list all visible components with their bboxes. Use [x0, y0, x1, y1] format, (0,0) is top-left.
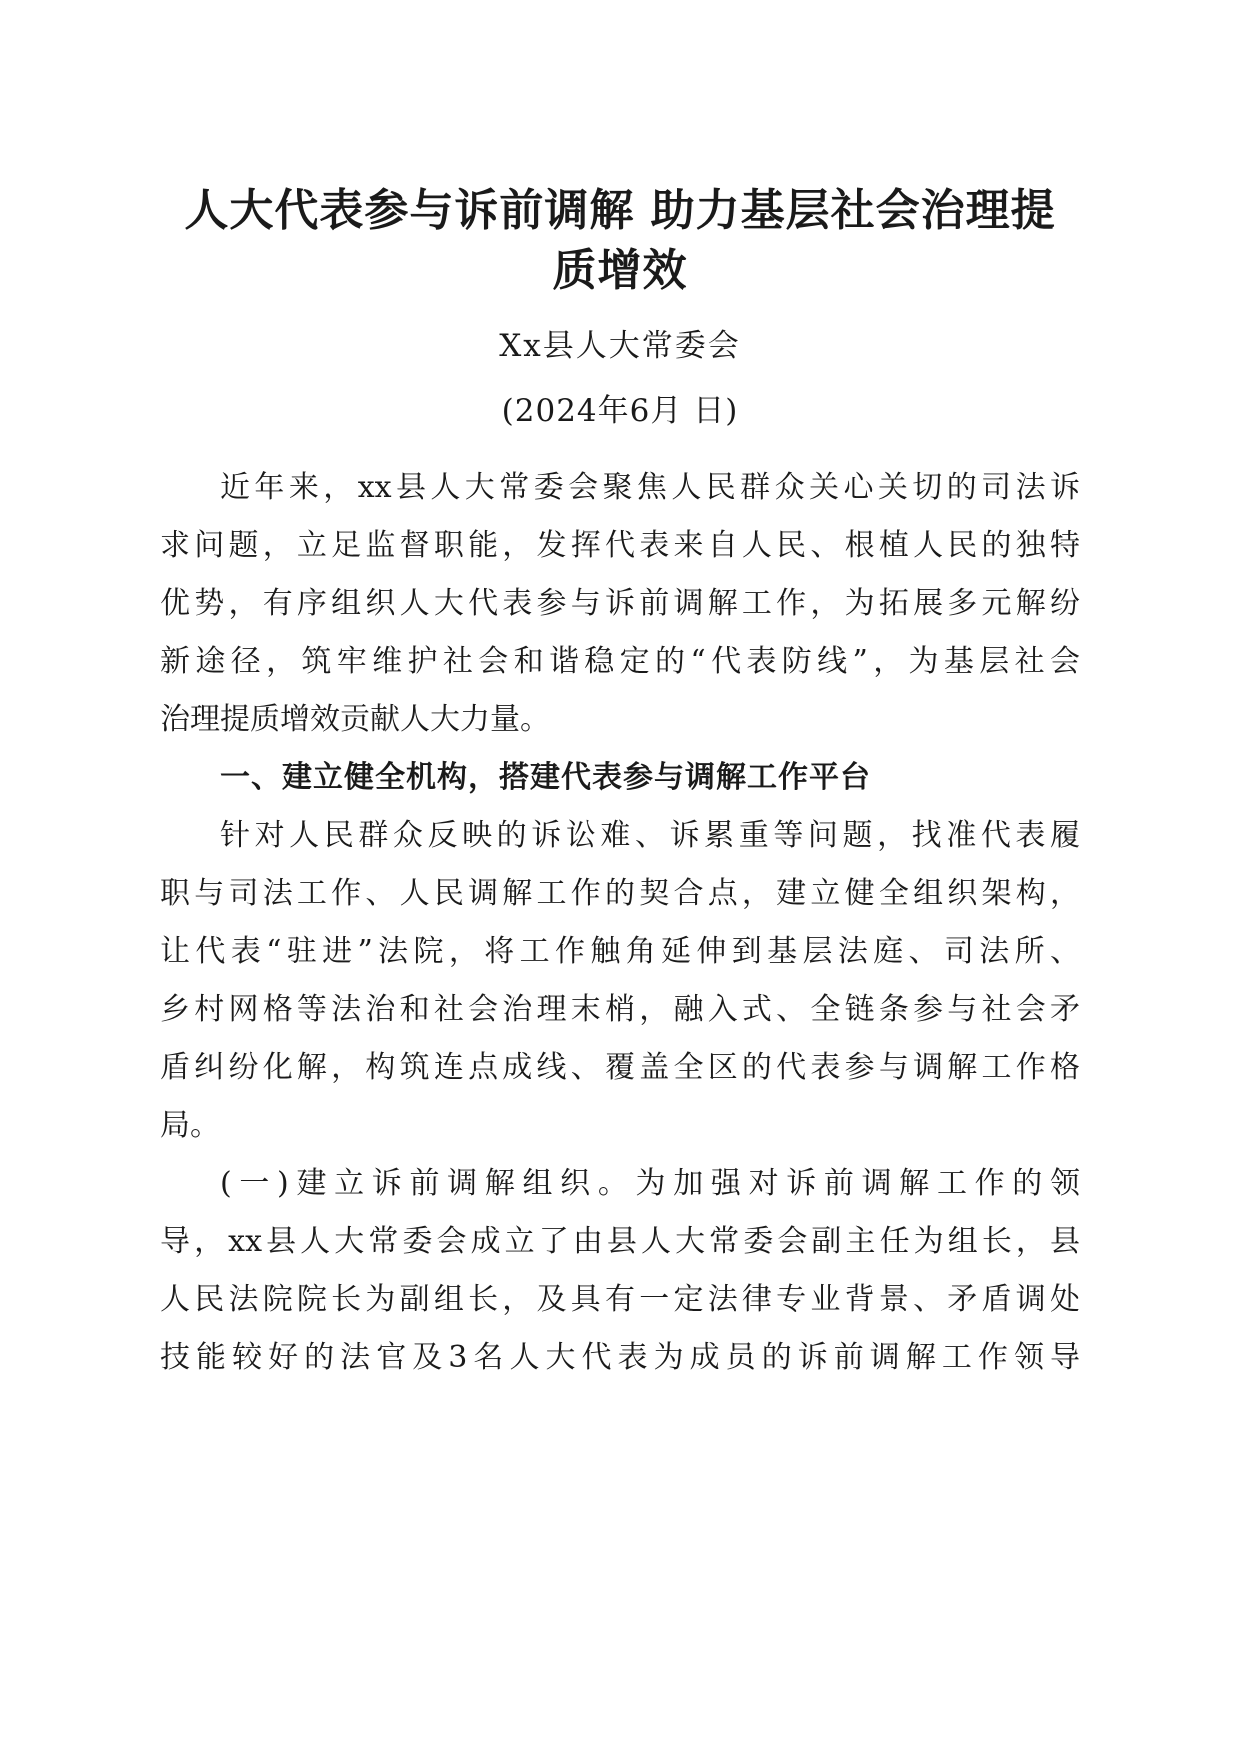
document-title-line-1: 人大代表参与诉前调解 助力基层社会治理提 — [184, 185, 1056, 236]
subsection-paragraph-line: 导，xx县人大常委会成立了由县人大常委会副主任为组长，县 — [160, 1224, 1080, 1259]
section-paragraph-line: 让代表“驻进”法院，将工作触角延伸到基层法庭、司法所、 — [160, 934, 1080, 969]
intro-paragraph-line: 优势，有序组织人大代表参与诉前调解工作，为拓展多元解纷 — [160, 586, 1080, 621]
intro-paragraph-line: 求问题，立足监督职能，发挥代表来自人民、根植人民的独特 — [160, 528, 1080, 563]
document-title-line-2: 质增效 — [552, 245, 688, 296]
section-paragraph-line: 局。 — [160, 1108, 220, 1143]
document-date: (2024年6月 日) — [501, 393, 739, 429]
subsection-paragraph-line: (一)建立诉前调解组织。为加强对诉前调解工作的领 — [220, 1166, 1080, 1201]
subsection-paragraph-line: 人民法院院长为副组长，及具有一定法律专业背景、矛盾调处 — [160, 1282, 1080, 1317]
section-paragraph-line: 盾纠纷化解，构筑连点成线、覆盖全区的代表参与调解工作格 — [160, 1050, 1080, 1085]
section-paragraph-line: 针对人民群众反映的诉讼难、诉累重等问题，找准代表履 — [220, 818, 1080, 853]
section-paragraph-line: 职与司法工作、人民调解工作的契合点，建立健全组织架构， — [160, 876, 1080, 911]
intro-paragraph-line: 新途径，筑牢维护社会和谐稳定的“代表防线”，为基层社会 — [160, 644, 1080, 679]
intro-paragraph-line: 近年来，xx县人大常委会聚焦人民群众关心关切的司法诉 — [220, 470, 1080, 505]
intro-paragraph-line: 治理提质增效贡献人大力量。 — [160, 702, 550, 737]
section-heading: 一、建立健全机构，搭建代表参与调解工作平台 — [220, 760, 871, 795]
subsection-paragraph-line: 技能较好的法官及3名人大代表为成员的诉前调解工作领导 — [160, 1340, 1080, 1375]
issuing-organization: Xx县人大常委会 — [499, 328, 741, 364]
section-paragraph-line: 乡村网格等法治和社会治理末梢，融入式、全链条参与社会矛 — [160, 992, 1080, 1027]
